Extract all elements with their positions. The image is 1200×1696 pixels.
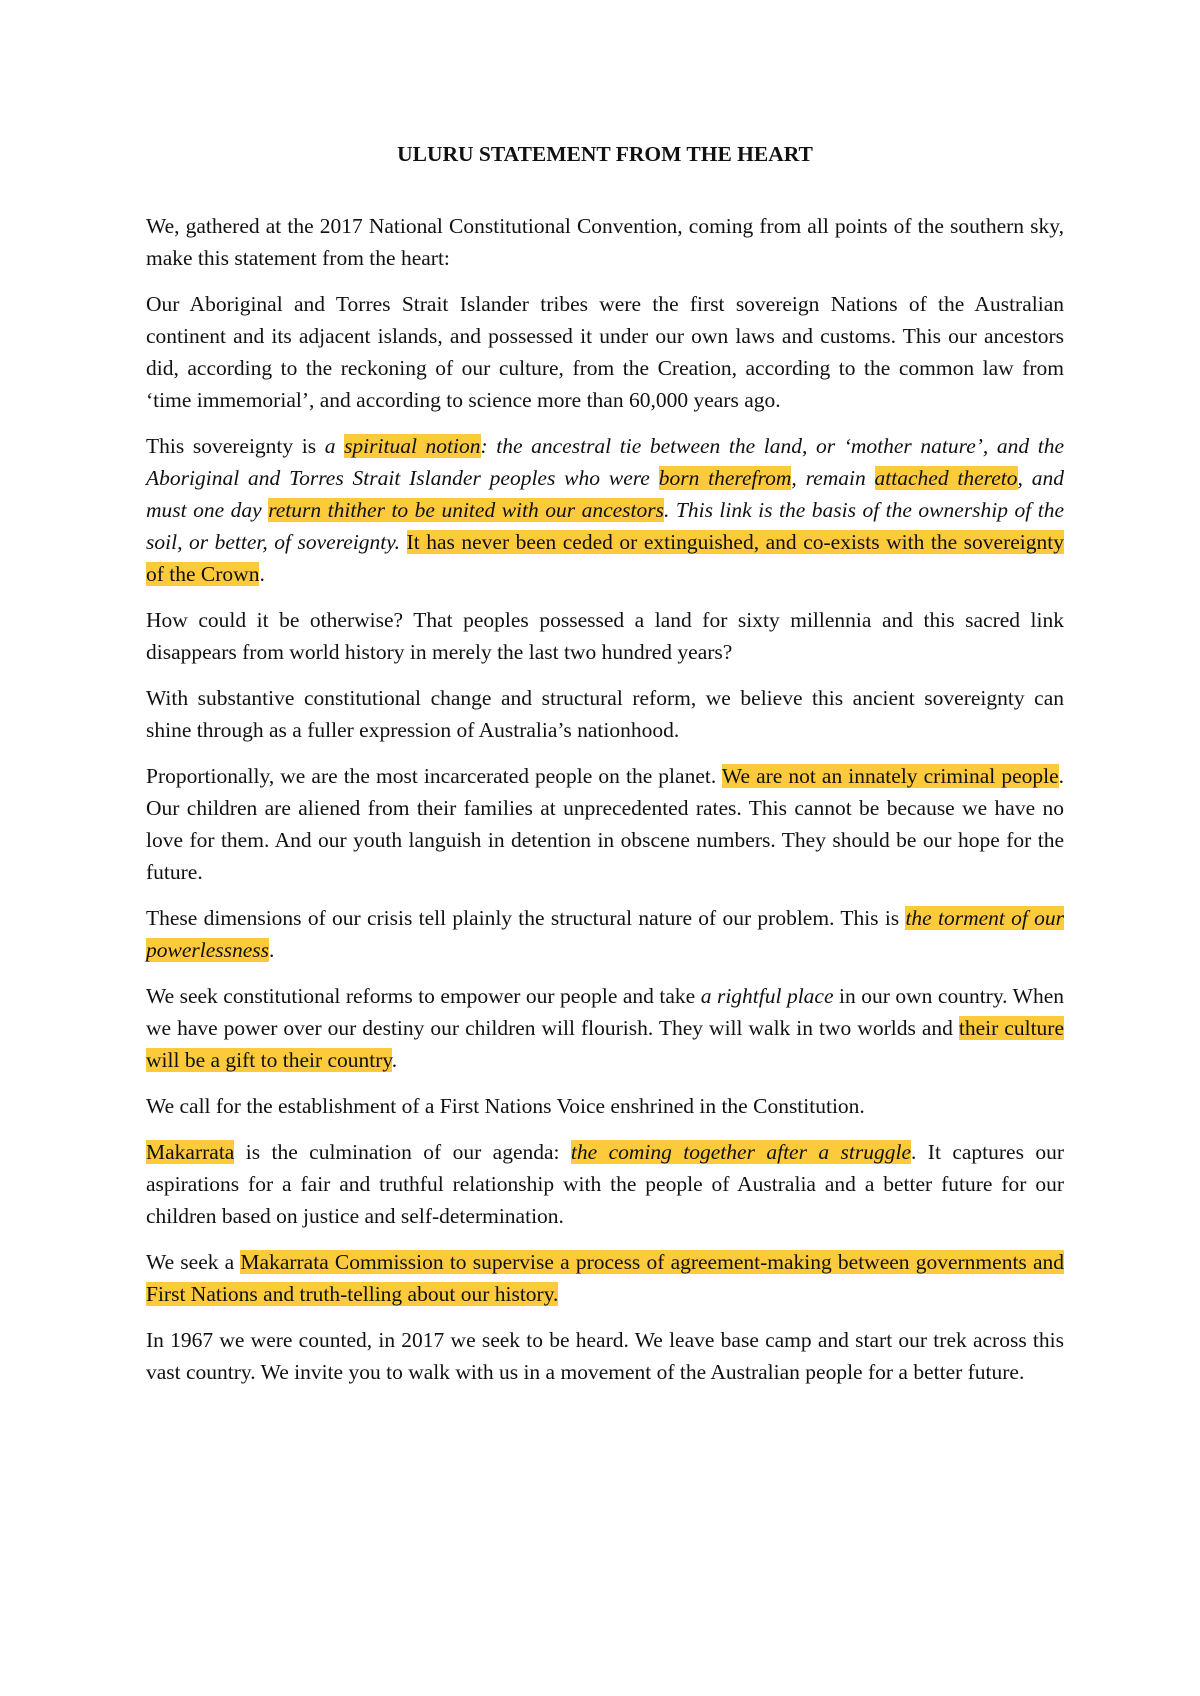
- italic-span: , remain: [791, 466, 875, 490]
- highlight-span: attached thereto: [874, 466, 1018, 490]
- highlight-span: We are not an innately criminal people: [721, 764, 1059, 788]
- text-span: This sovereignty is: [146, 434, 325, 458]
- highlight-span: return thither to be united with our ancestors: [268, 498, 665, 522]
- text-span: . It captures our aspirations for a fair and truthful relationship with the people of Australia and a better future for our children based on justice and self-determination.: [146, 1140, 1065, 1228]
- italic-span: . This link is the basis of the ownership of the soil, or better, of sovereignty.: [146, 498, 1065, 554]
- highlight-span: It has never been ceded or extinguished, and co-exists with the sovereignty of the Crown: [146, 530, 1064, 586]
- paragraph-voice: [146, 1090, 1064, 1122]
- text-span: We seek constitutional reforms to empower our people and take: [146, 984, 701, 1008]
- text-span: . Our children are aliened from their families at unprecedented rates. This cannot be because we have no love for them. And our youth languish in detention in obscene numbers. They should be our hope for the future.: [146, 764, 1065, 884]
- paragraph-invitation: [146, 1324, 1064, 1388]
- paragraph-text: With substantive constitutional change and structural reform, we believe this ancient sovereignty can shine through as a fuller expression of Australia’s nationhood.: [146, 686, 1064, 742]
- paragraph-otherwise: [146, 604, 1064, 668]
- text-span: .: [259, 562, 265, 586]
- paragraph-text: In 1967 we were counted, in 2017 we seek to be heard. We leave base camp and start our trek across this vast country. We invite you to walk with us in a movement of the Australian people for a better future.: [146, 1328, 1064, 1384]
- highlight-span: their culture will be a gift to their country: [146, 1016, 1064, 1072]
- paragraph-convention: [146, 210, 1064, 274]
- highlight-span: spiritual notion: [344, 434, 481, 458]
- text-span: .: [269, 938, 275, 962]
- highlight-span: born therefrom: [658, 466, 792, 490]
- text-span: We seek a: [146, 1250, 241, 1274]
- paragraph-commission: [146, 1246, 1064, 1310]
- document-page: [146, 138, 1064, 1402]
- document-title: ULURU STATEMENT FROM THE HEART: [397, 142, 813, 166]
- paragraph-first-nations: [146, 288, 1064, 416]
- text-span: [400, 530, 407, 554]
- highlight-span: Makarrata Commission to supervise a process of agreement-making between governments and First Nations and truth-telling about our history.: [146, 1250, 1065, 1306]
- paragraph-text: How could it be otherwise? That peoples possessed a land for sixty millennia and this sacred link disappears from world history in merely the last two hundred years?: [146, 608, 1064, 664]
- highlight-span: the torment of our powerlessness: [146, 906, 1064, 962]
- paragraph-text: Our Aboriginal and Torres Strait Islander tribes were the first sovereign Nations of the Australian continent and its adjacent islands, and possessed it under our own laws and customs. This our ancestors did, according to the reckoning of our culture, from the Creation, according to the common law from ‘time immemorial’, and according to science more than 60,000 years ago.: [146, 292, 1064, 412]
- text-span: Proportionally, we are the most incarcerated people on the planet.: [146, 764, 722, 788]
- paragraph-makarrata: [146, 1136, 1064, 1232]
- paragraph-text: We call for the establishment of a First Nations Voice enshrined in the Constitution.: [146, 1094, 865, 1118]
- italic-span: , and must one day: [146, 466, 1064, 522]
- paragraph-text: We, gathered at the 2017 National Constitutional Convention, coming from all points of the southern sky, make this statement from the heart:: [146, 214, 1064, 270]
- paragraph-empower: [146, 980, 1064, 1076]
- text-span: .: [391, 1048, 398, 1072]
- text-span: These dimensions of our crisis tell plainly the structural nature of our problem. This is: [146, 906, 906, 930]
- italic-span: a rightful place: [700, 984, 834, 1008]
- paragraph-crisis: [146, 902, 1064, 966]
- highlight-span: the coming together after a struggle: [570, 1140, 911, 1164]
- text-span: in our own country. When we have power over our destiny our children will flourish. They will walk in two worlds and: [146, 984, 1064, 1040]
- italic-span: a: [324, 434, 345, 458]
- italic-span: : the ancestral tie between the land, or ‘mother nature’, and the Aboriginal and Torres Strait Islander peoples who were: [146, 434, 1065, 490]
- paragraph-sovereignty: [146, 430, 1064, 590]
- text-span: is the culmination of our agenda:: [234, 1140, 571, 1164]
- highlight-span: Makarrata: [146, 1140, 235, 1164]
- paragraph-incarceration: [146, 760, 1064, 888]
- paragraph-reform: [146, 682, 1064, 746]
